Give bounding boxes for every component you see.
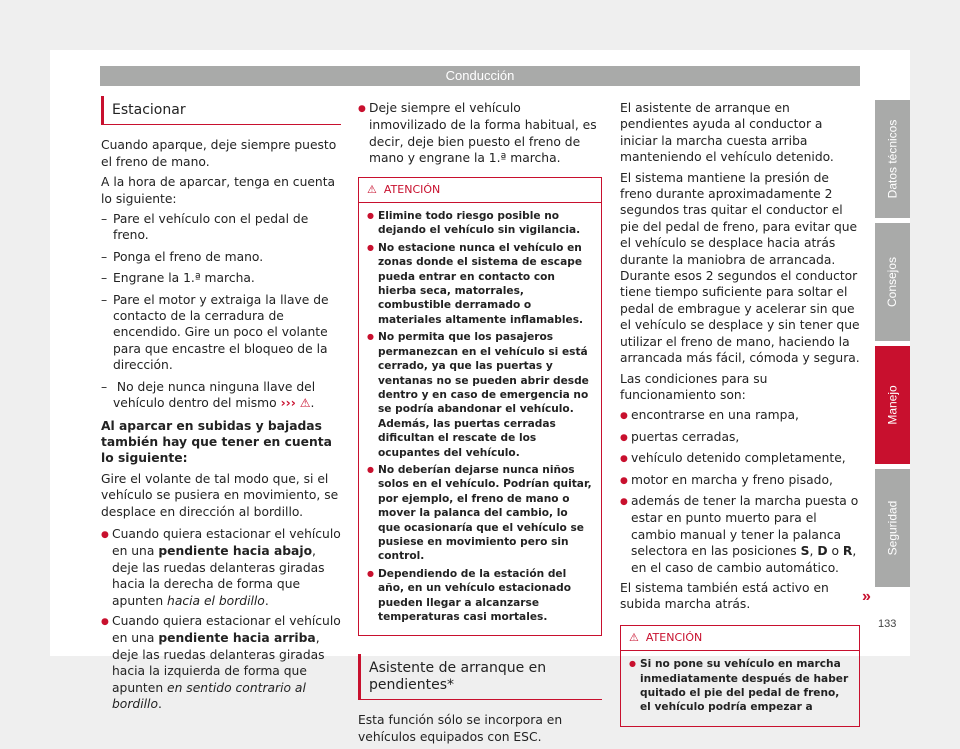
warning-icon: ⚠ xyxy=(367,182,377,196)
warning-item: ● Dependiendo de la estación del año, en un vehículo estacionado pueden llegar a alcanzarse temperaturas casi mortales. xyxy=(367,567,593,625)
list-item: ● Cuando quiera estacionar el vehículo en una pendiente hacia abajo, deje las ruedas delanteras giradas hacia la derecha de forma que apunten hacia el bordillo. xyxy=(101,526,341,609)
list-item: ● motor en marcha y freno pisado, xyxy=(620,472,860,489)
paragraph: Esta función sólo se incorpora en vehículos equipados con ESC. xyxy=(358,713,563,744)
paragraph: El asistente de arranque en pendientes ayuda al conductor a iniciar la marcha cuesta arriba manteniendo el vehículo detenido. xyxy=(620,101,834,165)
warning-item: ● No permita que los pasajeros permanezcan en el vehículo si está cerrado, ya que las puertas y ventanas no se pueden abrir desde dentro y en caso de emergencia no se podría abandonar el vehículo. Además, las puertas cerradas dificultan el rescate de los ocupantes del vehículo. xyxy=(367,330,593,460)
list-item: ● Deje siempre el vehículo inmovilizado de la forma habitual, es decir, deje bien puesto el freno de mano y engrane la 1.ª marcha. xyxy=(358,100,602,167)
list-item: ● Cuando quiera estacionar el vehículo en una pendiente hacia arriba, deje las ruedas delanteras giradas hacia la izquierda de forma que apunten en sentido contrario al bordillo. xyxy=(101,613,341,712)
list-item: ● vehículo detenido completamente, xyxy=(620,450,860,467)
tab-seguridad[interactable]: Seguridad xyxy=(875,469,910,587)
column-3 xyxy=(620,100,860,741)
list-item: ● puertas cerradas, xyxy=(620,429,860,446)
paragraph: Cuando aparque, deje siempre puesto el freno de mano. xyxy=(101,138,337,169)
warning-icon: ⚠ xyxy=(299,396,311,411)
section-title-asistente: Asistente de arranque en pendientes* xyxy=(358,654,602,700)
step-item: – No deje nunca ninguna llave del vehículo dentro del mismo ››› ⚠. xyxy=(101,379,341,412)
warning-item: ● Elimine todo riesgo posible no dejando el vehículo sin vigilancia. xyxy=(367,209,593,238)
step-item: – Pare el vehículo con el pedal de freno. xyxy=(101,211,341,244)
paragraph: El sistema mantiene la presión de freno durante aproximadamente 2 segundos tras quitar el conductor el pie del pedal de freno, para evitar que el vehículo se desplace hacia atrás durante la maniobra de arrancada. Durante esos 2 segundos el conductor tiene tiempo suficiente para soltar el pedal de embrague y acelerar sin que el vehículo se desplace y sin tener que utilizar el freno de mano, haciendo la arrancada más fácil, cómoda y segura. xyxy=(620,170,860,366)
continue-arrow-icon: » xyxy=(862,588,871,605)
warning-item: ● No estacione nunca el vehículo en zonas donde el sistema de escape pueda entrar en contacto con hierba seca, matorrales, combustible derramado o materiales altamente inflamables. xyxy=(367,241,593,327)
side-tabs xyxy=(875,100,910,592)
page-number: 133 xyxy=(878,618,897,630)
warning-box xyxy=(620,625,860,727)
chevron-icon: ››› xyxy=(280,396,296,411)
step-item: – Engrane la 1.ª marcha. xyxy=(101,270,341,286)
tab-consejos[interactable]: Consejos xyxy=(875,223,910,341)
warning-item: ● Si no pone su vehículo en marcha inmediatamente después de haber quitado el pie del pedal de freno, el vehículo podría empezar a xyxy=(629,657,851,715)
list-item: ● además de tener la marcha puesta o estar en punto muerto para el cambio manual y tener la palanca selectora en las posiciones S, D o R, en el caso de cambio automático. xyxy=(620,493,860,576)
column-2 xyxy=(358,100,602,749)
paragraph: El sistema también está activo en subida marcha atrás. xyxy=(620,580,829,612)
list-item: ● encontrarse en una rampa, xyxy=(620,407,860,424)
paragraph: Gire el volante de tal modo que, si el vehículo se pusiera en movimiento, se desplace en dirección al bordillo. xyxy=(101,471,339,519)
paragraph: A la hora de aparcar, tenga en cuenta lo siguiente: xyxy=(101,175,336,206)
tab-datos-tecnicos[interactable]: Datos técnicos xyxy=(875,100,910,218)
paragraph: Las condiciones para su funcionamiento son: xyxy=(620,371,768,402)
warning-item: ● No deberían dejarse nunca niños solos en el vehículo. Podrían quitar, por ejemplo, el freno de mano o mover la palanca del cambio, lo que ocasionaría que el vehículo se pusiese en movimiento pero sin control. xyxy=(367,463,593,564)
warning-header: ⚠ ATENCIÓN xyxy=(621,626,859,651)
section-title-estacionar: Estacionar xyxy=(101,96,341,125)
column-1 xyxy=(101,96,341,716)
warning-icon: ⚠ xyxy=(629,630,639,644)
warning-header: ⚠ ATENCIÓN xyxy=(359,178,601,203)
subheading: Al aparcar en subidas y bajadas también hay que tener en cuenta lo siguiente: xyxy=(101,418,332,466)
tab-manejo[interactable]: Manejo xyxy=(875,346,910,464)
step-item: – Pare el motor y extraiga la llave de contacto de la cerradura de encendido. Gire un poco el volante para que encastre el bloqueo de la dirección. xyxy=(101,292,341,374)
step-item: – Ponga el freno de mano. xyxy=(101,249,341,265)
warning-box xyxy=(358,177,602,637)
chapter-header: Conducción xyxy=(100,66,860,86)
